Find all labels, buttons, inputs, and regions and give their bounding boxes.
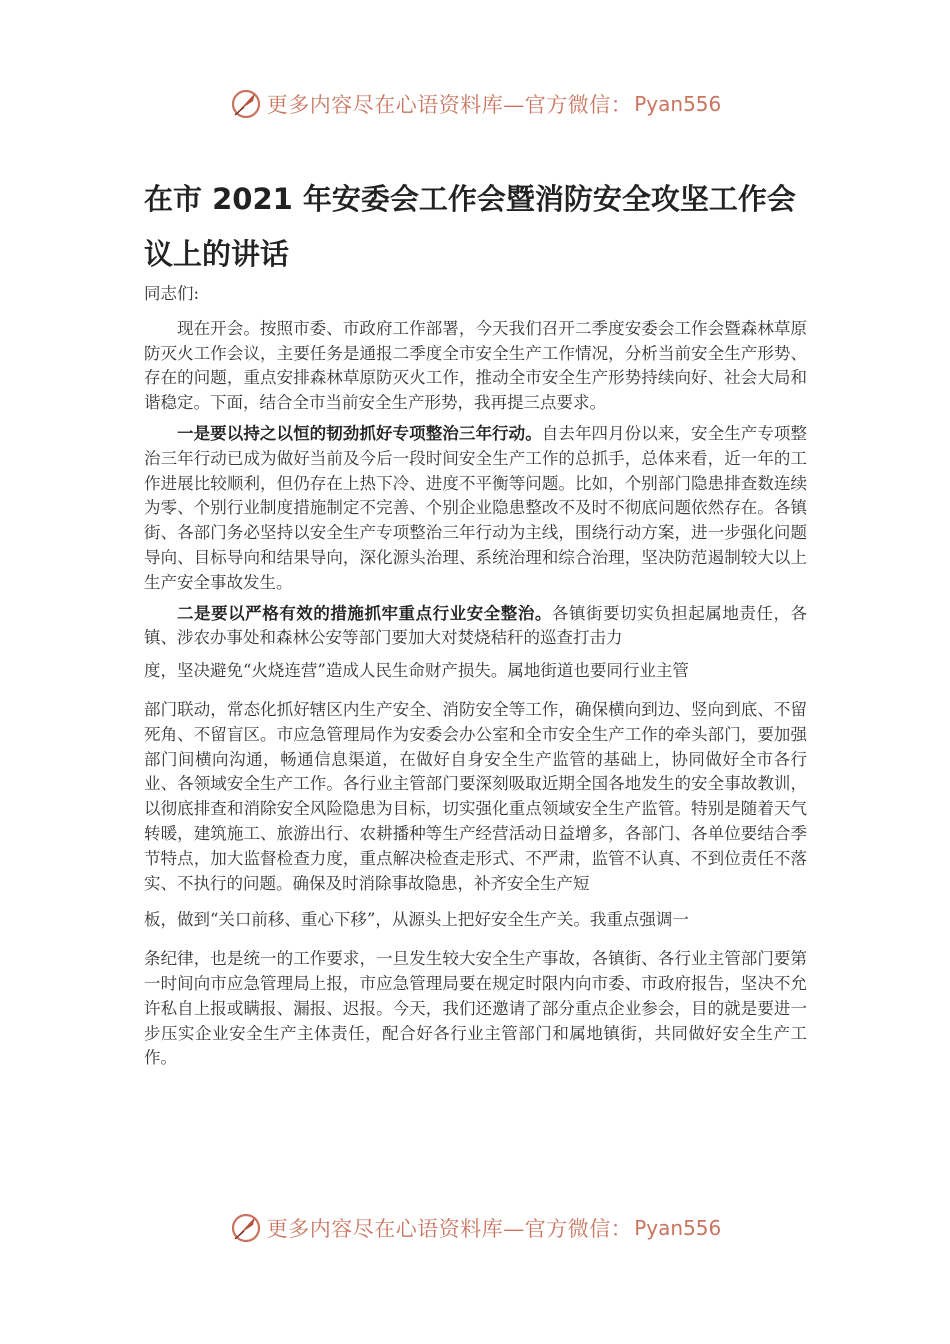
banner-wechat-id: Pyan556 [634, 92, 722, 116]
section-2-line-b: 度，坚决避免“火烧连营”造成人民生命财产损失。属地街道也要同行业主管 [144, 661, 689, 681]
footer-banner [0, 1208, 950, 1248]
document-body [144, 282, 807, 1071]
section-2-paragraph [144, 602, 807, 652]
section-2-body-c: 部门联动，常态化抓好辖区内生产安全、消防安全等工作，确保横向到边、竖向到底、不留死角、不留盲区。市应急管理局作为安委会办公室和全市安全生产工作的牵头部门，要加强部门间横向沟通，畅通信息渠道，在做好自身安全生产监管的基础上，协同做好全市各行业、各领域安全生产工作。各行业主管部门要深刻吸取近期全国各地发生的安全事故教训，以彻底排查和消除安全风险隐患为目标，切实强化重点领域安全生产监管。特别是随着天气转暖，建筑施工、旅游出行、农耕播种等生产经营活动日益增多，各部门、各单位要结合季节特点，加大监督检查力度，重点解决检查走形式、不严肃，监管不认真、不到位责任不落实、不执行的问题。确保及时消除事故隐患，补齐安全生产短 [144, 699, 807, 893]
section-1-paragraph [144, 422, 807, 596]
quill-logo-icon [229, 1211, 263, 1245]
greeting: 同志们: [144, 284, 200, 303]
banner-text: 更多内容尽在心语资料库—官方微信： [266, 1217, 633, 1241]
section-2-body-a: 各镇街要切实负担起属地责任，各镇、涉农办事处和森林公安等部门要加大对焚烧秸秆的巡查打击力 [144, 603, 808, 648]
banner-wechat-id: Pyan556 [634, 1216, 722, 1240]
section-1-body: 自去年四月份以来，安全生产专项整治三年行动已成为做好当前及今后一段时间安全生产工作的总抓手，总体来看，近一年的工作进展比较顺利，但仍存在上热下冷、进度不平衡等问题。比如，个别部门隐患排查数连续为零、个别行业制度措施制定不完善、个别企业隐患整改不及时不彻底问题依然存在。各镇街、各部门务必坚持以安全生产专项整治三年行动为主线，围绕行动方案，进一步强化问题导向、目标导向和结果导向，深化源头治理、系统治理和综合治理，坚决防范遏制较大以上生产安全事故发生。 [144, 423, 808, 592]
banner-text: 更多内容尽在心语资料库—官方微信： [266, 93, 633, 117]
header-banner [0, 84, 950, 124]
quill-logo-icon [229, 87, 263, 121]
document-title: 在市 2021 年安委会工作会暨消防安全攻坚工作会议上的讲话 [144, 182, 796, 271]
section-1-lead: 一是要以持之以恒的韧劲抓好专项整治三年行动。 [177, 423, 542, 443]
section-2-lead: 二是要以严格有效的措施抓牢重点行业安全整治。 [177, 603, 552, 623]
section-2-body-e: 条纪律，也是统一的工作要求，一旦发生较大安全生产事故，各镇街、各行业主管部门要第一时间向市应急管理局上报，市应急管理局要在规定时限内向市委、市政府报告，坚决不允许私自上报或瞒报、漏报、迟报。今天，我们还邀请了部分重点企业参会，目的就是要进一步压实企业安全生产主体责任，配合好各行业主管部门和属地镇街，共同做好安全生产工作。 [144, 949, 807, 1068]
intro-paragraph: 现在开会。按照市委、市政府工作部署，今天我们召开二季度安委会工作会暨森林草原防灭火工作会议，主要任务是通报二季度全市安全生产工作情况，分析当前安全生产形势、存在的问题，重点安排森林草原防灭火工作，推动全市安全生产形势持续向好、社会大局和谐稳定。下面，结合全市当前安全生产形势，我再提三点要求。 [144, 318, 807, 413]
section-2-line-d: 板，做到“关口前移、重心下移”，从源头上把好安全生产关。我重点强调一 [144, 910, 689, 930]
